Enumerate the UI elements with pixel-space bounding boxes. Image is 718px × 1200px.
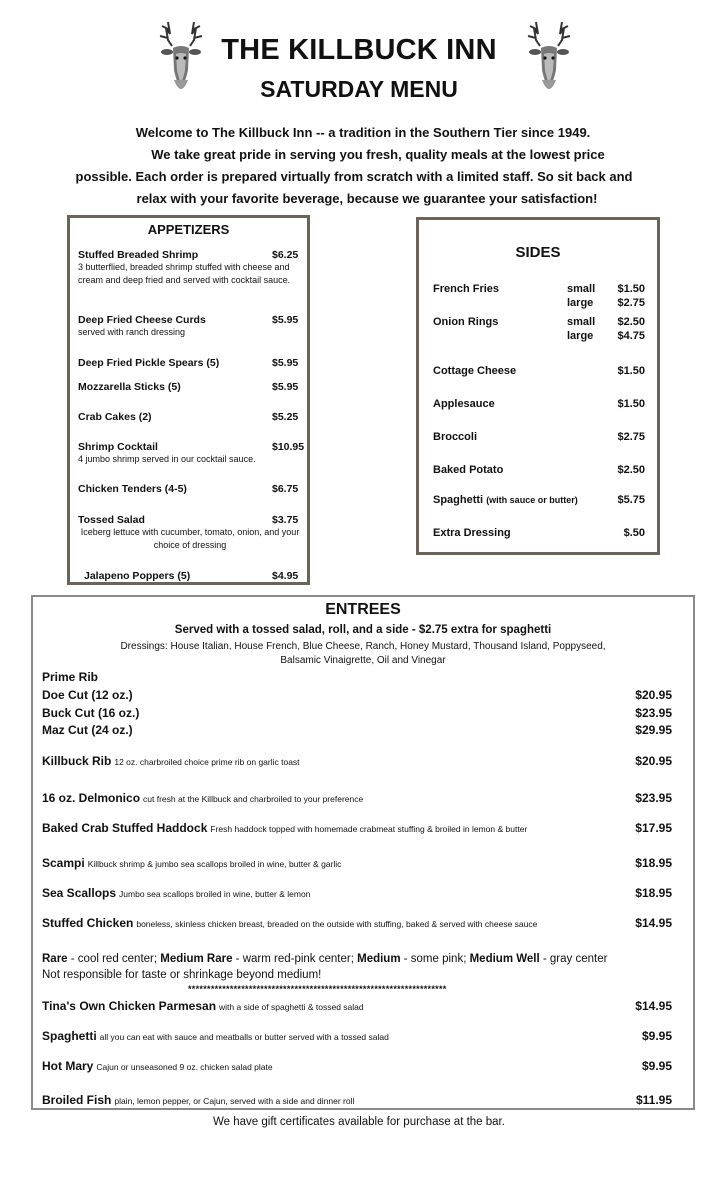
entrees-box	[31, 595, 695, 1110]
item-name: Spaghetti	[42, 1029, 97, 1043]
item-description: 3 butterflied, breaded shrimp stuffed with cheese and cream and deep fried and served with cocktail sauce.	[78, 262, 291, 285]
item-name: Buck Cut (16 oz.)	[42, 706, 140, 720]
item-name: Sea Scallops	[42, 886, 117, 900]
item-description: cut fresh at the Killbuck and charbroiled to your preference	[143, 794, 364, 804]
menu-item	[78, 314, 302, 339]
item-price: $11.95	[635, 1093, 672, 1107]
item-price: $6.75	[272, 483, 299, 495]
menu-item	[433, 283, 645, 309]
welcome-line: relax with your favorite beverage, because we guarantee your satisfaction!	[136, 191, 598, 206]
menu-item	[42, 886, 672, 900]
menu-item	[78, 441, 305, 466]
welcome-line: possible. Each order is prepared virtually from scratch with a limited staff. So sit back and	[75, 169, 633, 184]
item-name: Shrimp Cocktail	[78, 441, 158, 453]
item-description: served with ranch dressing	[78, 327, 186, 337]
entrees-subtitle: Served with a tossed salad, roll, and a side - $2.75 extra for spaghetti	[174, 624, 552, 636]
item-price: $5.95	[272, 314, 299, 326]
item-name: Killbuck Rib	[42, 754, 112, 768]
menu-item	[78, 514, 302, 552]
item-name: Stuffed Chicken	[42, 916, 134, 930]
menu-item	[42, 754, 672, 768]
item-price: $23.95	[635, 706, 672, 720]
item-name: Stuffed Breaded Shrimp	[78, 249, 199, 261]
doneness-text: - warm red-pink center;	[232, 953, 358, 965]
menu-item	[42, 999, 672, 1013]
item-description: 4 jumbo shrimp served in our cocktail sauce.	[78, 454, 256, 464]
item-price: $4.75	[617, 330, 645, 342]
separator: ********************************************************************	[188, 984, 447, 994]
item-name: Jalapeno Poppers (5)	[84, 570, 191, 582]
menu-item	[78, 249, 302, 287]
item-name: Chicken Tenders (4-5)	[78, 483, 187, 495]
item-description: 12 oz. charbroiled choice prime rib on garlic toast	[114, 757, 300, 767]
item-name: Doe Cut (12 oz.)	[42, 688, 133, 702]
item-description: Fresh haddock topped with homemade crabmeat stuffing & broiled in lemon & butter	[210, 824, 528, 834]
menu-item	[42, 1093, 672, 1107]
size-label: large	[567, 297, 594, 309]
doneness-term: Medium	[357, 953, 401, 965]
item-price: $10.95	[272, 441, 305, 453]
dressings-list	[83, 640, 643, 668]
item-price: $3.75	[272, 514, 299, 526]
item-description: with a side of spaghetti & tossed salad	[219, 1002, 364, 1012]
size-label: large	[567, 330, 594, 342]
menu-item	[42, 723, 672, 737]
menu-item	[78, 483, 302, 495]
menu-item	[78, 411, 302, 423]
item-name: Mozzarella Sticks (5)	[78, 381, 181, 393]
item-description: Jumbo sea scallops broiled in wine, butter & lemon	[119, 889, 311, 899]
item-price: $9.95	[641, 1029, 672, 1043]
item-price: $2.50	[617, 464, 645, 476]
item-price: $1.50	[617, 398, 645, 410]
item-price: $.50	[623, 527, 645, 539]
item-name: Scampi	[42, 856, 85, 870]
item-price: $5.25	[272, 411, 299, 423]
item-price: $6.25	[272, 249, 299, 261]
item-name: 16 oz. Delmonico	[42, 791, 141, 805]
menu-item	[42, 1059, 672, 1073]
menu-item	[433, 494, 645, 506]
menu-item	[433, 464, 645, 476]
doneness-term: Medium Rare	[160, 953, 233, 965]
doneness-guide	[42, 951, 672, 983]
disclaimer: Not responsible for taste or shrinkage beyond medium!	[42, 969, 322, 981]
item-price: $14.95	[635, 916, 672, 930]
item-name: Broccoli	[433, 431, 478, 443]
item-price: $18.95	[635, 886, 672, 900]
item-description: Iceberg lettuce with cucumber, tomato, onion, and your choice of dressing	[80, 527, 300, 550]
item-price: $5.75	[617, 494, 645, 506]
menu-item	[433, 398, 645, 410]
item-name: Broiled Fish	[42, 1093, 112, 1107]
item-price: $20.95	[635, 688, 672, 702]
menu-item	[433, 316, 645, 342]
appetizers-title: APPETIZERS	[147, 222, 230, 237]
menu-item	[42, 856, 672, 870]
item-name: Extra Dressing	[433, 527, 511, 539]
page-subtitle: SATURDAY MENU	[260, 76, 458, 102]
item-price: $17.95	[635, 821, 672, 835]
item-price: $18.95	[635, 856, 672, 870]
item-price: $1.50	[617, 283, 645, 295]
prime-rib-heading: Prime Rib	[42, 670, 99, 684]
welcome-text	[75, 122, 640, 210]
menu-item	[433, 365, 645, 377]
dressings-line: Dressings: House Italian, House French, Blue Cheese, Ranch, Honey Mustard, Thousand Island, Poppyseed,	[120, 641, 606, 652]
dressings-line: Balsamic Vinaigrette, Oil and Vinegar	[280, 655, 446, 666]
item-description: all you can eat with sauce and meatballs or butter served with a tossed salad	[99, 1032, 389, 1042]
menu-item	[84, 570, 302, 582]
menu-item	[42, 916, 672, 930]
item-price: $14.95	[635, 999, 672, 1013]
doneness-term: Medium Well	[469, 953, 540, 965]
item-price: $9.95	[641, 1059, 672, 1073]
doneness-term: Rare	[42, 953, 68, 965]
item-description: boneless, skinless chicken breast, breaded on the outside with stuffing, baked & served with cheese sauce	[136, 919, 538, 929]
item-price: $5.95	[272, 357, 299, 369]
doneness-text: - cool red center;	[67, 953, 161, 965]
item-price: $2.75	[617, 431, 645, 443]
item-name: Cottage Cheese	[433, 365, 517, 377]
size-label: small	[567, 283, 596, 295]
item-name: Onion Rings	[433, 316, 499, 328]
entrees-title: ENTREES	[325, 601, 401, 618]
size-label: small	[567, 316, 596, 328]
item-price: $2.75	[617, 297, 645, 309]
page-title: THE KILLBUCK INN	[221, 34, 497, 66]
item-price: $2.50	[617, 316, 645, 328]
item-price: $23.95	[635, 791, 672, 805]
item-description: Cajun or unseasoned 9 oz. chicken salad plate	[96, 1062, 273, 1072]
appetizers-box	[67, 215, 310, 585]
item-name: Deep Fried Pickle Spears (5)	[78, 357, 220, 369]
item-name: French Fries	[433, 283, 500, 295]
item-name: Spaghetti	[433, 494, 484, 506]
menu-item	[42, 1029, 672, 1043]
menu-item	[78, 357, 302, 369]
item-name: Crab Cakes (2)	[78, 411, 152, 423]
doneness-text: - gray center	[539, 953, 608, 965]
item-name: Tossed Salad	[78, 514, 145, 526]
menu-item	[433, 431, 645, 443]
item-name: Deep Fried Cheese Curds	[78, 314, 206, 326]
menu-item	[42, 821, 672, 835]
menu-item	[42, 791, 672, 805]
gift-certificate-note: We have gift certificates available for purchase at the bar.	[213, 1116, 505, 1128]
item-description: plain, lemon pepper, or Cajun, served with a side and dinner roll	[114, 1096, 355, 1106]
sides-title: SIDES	[515, 244, 561, 261]
item-price: $1.50	[617, 365, 645, 377]
menu-item	[433, 527, 645, 539]
item-price: $4.95	[272, 570, 299, 582]
item-name: Baked Crab Stuffed Haddock	[42, 821, 208, 835]
item-price: $29.95	[635, 723, 672, 737]
welcome-line: We take great pride in serving you fresh, quality meals at the lowest price	[151, 147, 605, 162]
sides-box	[416, 217, 660, 555]
item-name: Applesauce	[433, 398, 495, 410]
item-name: Maz Cut (24 oz.)	[42, 723, 133, 737]
item-note: (with sauce or butter)	[486, 495, 578, 505]
welcome-line: Welcome to The Killbuck Inn -- a tradition in the Southern Tier since 1949.	[135, 125, 591, 140]
item-name: Hot Mary	[42, 1059, 94, 1073]
doneness-text: - some pink;	[400, 953, 470, 965]
menu-item	[78, 381, 302, 393]
item-name: Baked Potato	[433, 464, 504, 476]
item-price: $5.95	[272, 381, 299, 393]
item-price: $20.95	[635, 754, 672, 768]
menu-item	[42, 688, 672, 702]
item-name: Tina's Own Chicken Parmesan	[42, 999, 217, 1013]
item-description: Killbuck shrimp & jumbo sea scallops broiled in wine, butter & garlic	[87, 859, 342, 869]
menu-item	[42, 706, 672, 720]
